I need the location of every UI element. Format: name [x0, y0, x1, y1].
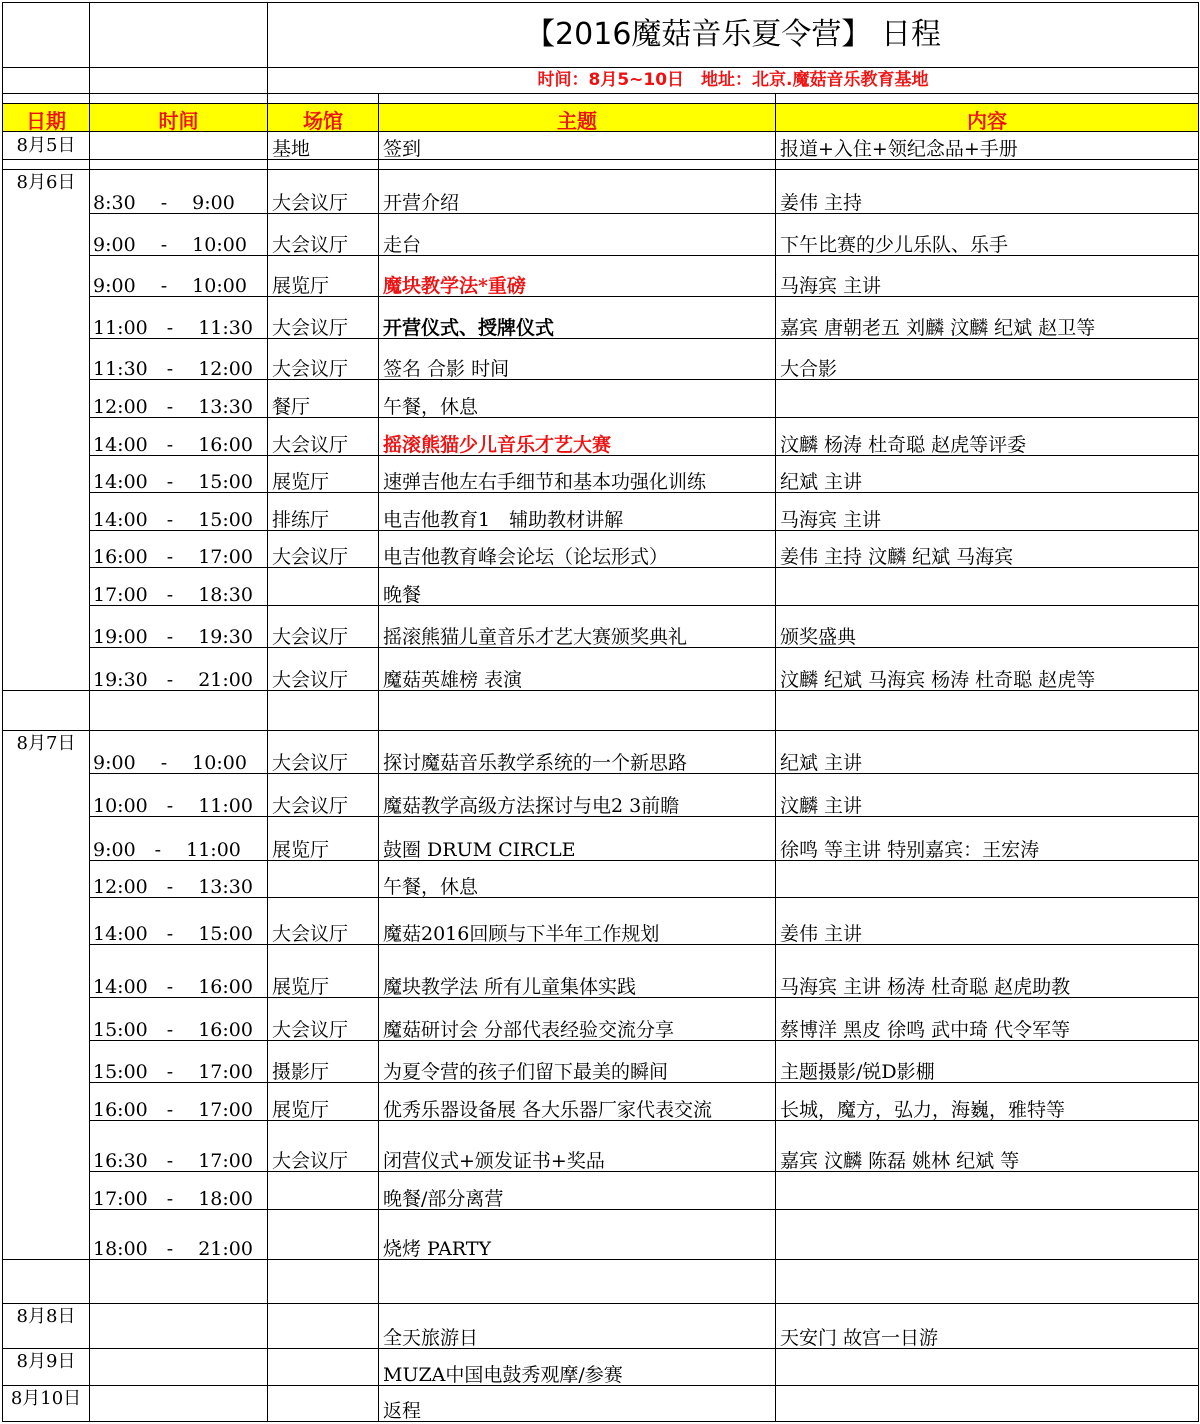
table-row [3, 1304, 1199, 1349]
topic-cell-highlight: 魔块教学法*重磅 [379, 255, 776, 296]
venue-cell: 展览厅 [268, 945, 379, 998]
venue-cell [268, 860, 379, 897]
date-cell: 8月10日 [3, 1386, 90, 1422]
content-cell: 报道+入住+领纪念品+手册 [776, 132, 1199, 159]
venue-cell [268, 1304, 379, 1349]
date-cell: 8月8日 [3, 1304, 90, 1349]
table-row [3, 731, 1199, 773]
content-cell: 长城，魔方，弘力，海巍，雅特等 [776, 1082, 1199, 1120]
content-cell: 蔡博洋 黑皮 徐鸣 武中琦 代令军等 [776, 998, 1199, 1040]
venue-cell: 大会议厅 [268, 731, 379, 773]
table-row [3, 1171, 1199, 1209]
content-cell [776, 568, 1199, 605]
content-cell: 姜伟 主讲 [776, 897, 1199, 945]
content-cell [776, 380, 1199, 417]
table-row [3, 605, 1199, 647]
table-row [3, 817, 1199, 860]
venue-cell: 展览厅 [268, 1082, 379, 1120]
table-row [3, 297, 1199, 338]
time-cell: 18:00 - 21:00 [90, 1210, 268, 1260]
spacer-row [3, 690, 1199, 730]
venue-cell [268, 1210, 379, 1260]
table-row [3, 493, 1199, 530]
topic-cell: 魔菇2016回顾与下半年工作规划 [379, 897, 776, 945]
time-cell: 14:00 - 15:00 [90, 897, 268, 945]
table-row [3, 530, 1199, 567]
time-cell: 9:00 - 10:00 [90, 214, 268, 255]
content-cell [776, 1210, 1199, 1260]
topic-cell: 午餐，休息 [379, 860, 776, 897]
table-row [3, 773, 1199, 816]
topic-cell: 走台 [379, 214, 776, 255]
topic-cell: 鼓圈 DRUM CIRCLE [379, 817, 776, 860]
table-row [3, 255, 1199, 296]
topic-cell: 开营介绍 [379, 169, 776, 214]
time-cell: 14:00 - 15:00 [90, 455, 268, 492]
topic-cell: 午餐，休息 [379, 380, 776, 417]
content-cell: 嘉宾 唐朝老五 刘麟 汶麟 纪斌 赵卫等 [776, 297, 1199, 338]
topic-cell: 为夏令营的孩子们留下最美的瞬间 [379, 1040, 776, 1082]
header-topic: 主题 [379, 104, 776, 132]
time-cell: 14:00 - 16:00 [90, 417, 268, 455]
time-cell: 9:00 - 10:00 [90, 255, 268, 296]
table-row [3, 417, 1199, 455]
venue-cell: 展览厅 [268, 817, 379, 860]
content-cell: 大合影 [776, 338, 1199, 379]
venue-cell: 大会议厅 [268, 897, 379, 945]
topic-cell: 全天旅游日 [379, 1304, 776, 1349]
venue-cell: 基地 [268, 132, 379, 159]
time-cell: 15:00 - 16:00 [90, 998, 268, 1040]
topic-cell: 烧烤 PARTY [379, 1210, 776, 1260]
topic-cell: 探讨魔菇音乐教学系统的一个新思路 [379, 731, 776, 773]
table-row [3, 455, 1199, 492]
time-cell: 16:00 - 17:00 [90, 530, 268, 567]
venue-cell: 大会议厅 [268, 169, 379, 214]
title-row [3, 3, 1199, 68]
topic-cell: 签名 合影 时间 [379, 338, 776, 379]
content-cell: 天安门 故宫一日游 [776, 1304, 1199, 1349]
page-subtitle: 时间：8月5~10日 地址：北京.魔菇音乐教育基地 [268, 67, 1199, 93]
venue-cell: 摄影厅 [268, 1040, 379, 1082]
topic-cell: 晚餐/部分离营 [379, 1171, 776, 1209]
content-cell: 主题摄影/锐D影棚 [776, 1040, 1199, 1082]
content-cell: 下午比赛的少儿乐队、乐手 [776, 214, 1199, 255]
header-date: 日期 [3, 104, 90, 132]
time-cell: 14:00 - 16:00 [90, 945, 268, 998]
header-venue: 场馆 [268, 104, 379, 132]
time-cell: 9:00 - 10:00 [90, 731, 268, 773]
venue-cell: 大会议厅 [268, 297, 379, 338]
venue-cell: 展览厅 [268, 455, 379, 492]
content-cell: 马海宾 主讲 杨涛 杜奇聪 赵虎助教 [776, 945, 1199, 998]
topic-cell: 摇滚熊猫儿童音乐才艺大赛颁奖典礼 [379, 605, 776, 647]
spacer-row [3, 159, 1199, 169]
schedule-table [2, 2, 1199, 1422]
table-row [3, 1121, 1199, 1172]
venue-cell: 大会议厅 [268, 530, 379, 567]
content-cell: 纪斌 主讲 [776, 455, 1199, 492]
time-cell: 19:00 - 19:30 [90, 605, 268, 647]
header-content: 内容 [776, 104, 1199, 132]
venue-cell: 大会议厅 [268, 338, 379, 379]
table-row [3, 1082, 1199, 1120]
time-cell: 15:00 - 17:00 [90, 1040, 268, 1082]
content-cell: 汶麟 主讲 [776, 773, 1199, 816]
content-cell: 纪斌 主讲 [776, 731, 1199, 773]
content-cell: 马海宾 主讲 [776, 493, 1199, 530]
spacer-row [3, 1259, 1199, 1304]
time-cell: 8:30 - 9:00 [90, 169, 268, 214]
table-row [3, 132, 1199, 159]
venue-cell: 大会议厅 [268, 998, 379, 1040]
venue-cell: 餐厅 [268, 380, 379, 417]
venue-cell: 大会议厅 [268, 1121, 379, 1172]
venue-cell [268, 1171, 379, 1209]
topic-cell: MUZA中国电鼓秀观摩/参赛 [379, 1348, 776, 1385]
venue-cell: 排练厅 [268, 493, 379, 530]
time-cell [90, 1386, 268, 1422]
content-cell [776, 1171, 1199, 1209]
content-cell [776, 1386, 1199, 1422]
table-row [3, 214, 1199, 255]
topic-cell: 速弹吉他左右手细节和基本功强化训练 [379, 455, 776, 492]
time-cell: 12:00 - 13:30 [90, 860, 268, 897]
table-row [3, 945, 1199, 998]
table-row [3, 1348, 1199, 1385]
content-cell: 姜伟 主持 汶麟 纪斌 马海宾 [776, 530, 1199, 567]
table-row [3, 1386, 1199, 1422]
time-cell: 11:30 - 12:00 [90, 338, 268, 379]
topic-cell: 魔菇研讨会 分部代表经验交流分享 [379, 998, 776, 1040]
time-cell: 17:00 - 18:00 [90, 1171, 268, 1209]
date-cell: 8月7日 [3, 731, 90, 773]
time-cell: 11:00 - 11:30 [90, 297, 268, 338]
table-row [3, 338, 1199, 379]
table-row [3, 169, 1199, 214]
time-cell: 10:00 - 11:00 [90, 773, 268, 816]
topic-cell: 魔块教学法 所有儿童集体实践 [379, 945, 776, 998]
subtitle-row [3, 67, 1199, 93]
page-title: 【2016魔菇音乐夏令营】 日程 [268, 3, 1199, 68]
header-row [3, 104, 1199, 132]
topic-cell: 魔菇英雄榜 表演 [379, 648, 776, 690]
venue-cell [268, 568, 379, 605]
venue-cell: 大会议厅 [268, 417, 379, 455]
time-cell: 19:30 - 21:00 [90, 648, 268, 690]
venue-cell [268, 1348, 379, 1385]
date-cell: 8月6日 [3, 169, 90, 214]
topic-cell: 优秀乐器设备展 各大乐器厂家代表交流 [379, 1082, 776, 1120]
time-cell [90, 1348, 268, 1385]
date-cell: 8月9日 [3, 1348, 90, 1385]
header-time: 时间 [90, 104, 268, 132]
spacer-row [3, 94, 1199, 104]
topic-cell: 电吉他教育峰会论坛（论坛形式） [379, 530, 776, 567]
time-cell: 16:00 - 17:00 [90, 1082, 268, 1120]
venue-cell: 大会议厅 [268, 648, 379, 690]
table-row [3, 1040, 1199, 1082]
table-row [3, 860, 1199, 897]
content-cell: 汶麟 纪斌 马海宾 杨涛 杜奇聪 赵虎等 [776, 648, 1199, 690]
table-row [3, 1210, 1199, 1260]
time-cell [90, 132, 268, 159]
content-cell: 汶麟 杨涛 杜奇聪 赵虎等评委 [776, 417, 1199, 455]
venue-cell: 大会议厅 [268, 605, 379, 647]
time-cell [90, 1304, 268, 1349]
content-cell: 姜伟 主持 [776, 169, 1199, 214]
content-cell: 马海宾 主讲 [776, 255, 1199, 296]
venue-cell: 大会议厅 [268, 214, 379, 255]
topic-cell: 晚餐 [379, 568, 776, 605]
time-cell: 17:00 - 18:30 [90, 568, 268, 605]
topic-cell: 魔菇教学高级方法探讨与电2 3前瞻 [379, 773, 776, 816]
content-cell: 嘉宾 汶麟 陈磊 姚林 纪斌 等 [776, 1121, 1199, 1172]
venue-cell: 大会议厅 [268, 773, 379, 816]
time-cell: 9:00 - 11:00 [90, 817, 268, 860]
content-cell: 颁奖盛典 [776, 605, 1199, 647]
content-cell [776, 860, 1199, 897]
topic-cell: 电吉他教育1 辅助教材讲解 [379, 493, 776, 530]
table-row [3, 897, 1199, 945]
time-cell: 12:00 - 13:30 [90, 380, 268, 417]
table-row [3, 568, 1199, 605]
topic-cell-bold: 开营仪式、授牌仪式 [379, 297, 776, 338]
date-cell: 8月5日 [3, 132, 90, 159]
time-cell: 16:30 - 17:00 [90, 1121, 268, 1172]
topic-cell: 返程 [379, 1386, 776, 1422]
table-row [3, 648, 1199, 690]
venue-cell: 展览厅 [268, 255, 379, 296]
venue-cell [268, 1386, 379, 1422]
time-cell: 14:00 - 15:00 [90, 493, 268, 530]
content-cell [776, 1348, 1199, 1385]
topic-cell-highlight: 摇滚熊猫少儿音乐才艺大赛 [379, 417, 776, 455]
topic-cell: 签到 [379, 132, 776, 159]
table-row [3, 998, 1199, 1040]
table-row [3, 380, 1199, 417]
topic-cell: 闭营仪式+颁发证书+奖品 [379, 1121, 776, 1172]
content-cell: 徐鸣 等主讲 特别嘉宾：王宏涛 [776, 817, 1199, 860]
